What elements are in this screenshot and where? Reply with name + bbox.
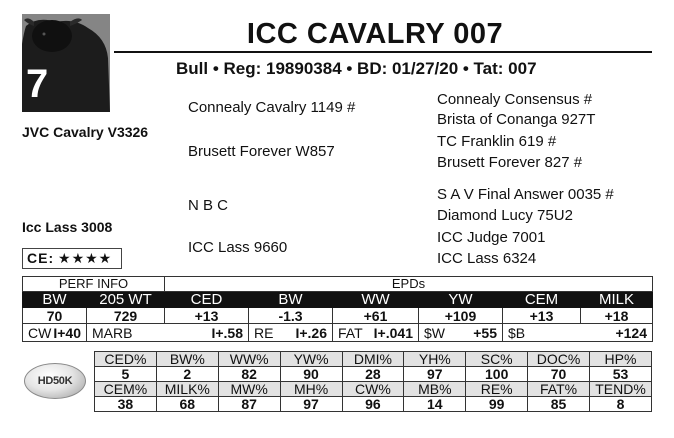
col-header-ced: CED [165, 292, 249, 308]
genomic-value: 14 [404, 397, 466, 412]
genomic-value: 28 [342, 367, 404, 382]
genomic-label: CED% [95, 352, 157, 367]
trait-cw-value: I+40 [53, 324, 81, 341]
epd-group-header: EPDs [165, 277, 653, 292]
dam-sire-dam-name: Diamond Lucy 75U2 [437, 207, 573, 224]
trait-cw-label: CW [28, 324, 52, 341]
sire-dam-name: Brusett Forever W857 [188, 143, 335, 160]
trait-marb [87, 324, 249, 342]
genomic-label: YW% [280, 352, 342, 367]
trait-dollar-w-label: $W [424, 324, 445, 341]
genomic-percentile-table [94, 351, 652, 412]
genomic-label: HP% [590, 352, 652, 367]
dam-dam-sire-name: ICC Judge 7001 [437, 229, 546, 246]
dam-dam-name: ICC Lass 9660 [188, 239, 288, 256]
genomic-label: CEM% [95, 382, 157, 397]
col-header-yw: YW [419, 292, 503, 308]
genomic-value: 68 [156, 397, 218, 412]
col-header-ww: WW [333, 292, 419, 308]
trait-dollar-w-value: +55 [473, 324, 497, 341]
genomic-label: RE% [466, 382, 528, 397]
genomic-value: 100 [466, 367, 528, 382]
calving-ease-stars: ★★★★ [58, 250, 113, 266]
genomic-label: WW% [218, 352, 280, 367]
genomic-value: 53 [590, 367, 652, 382]
col-header-bw-epd: BW [249, 292, 333, 308]
genomic-value: 96 [342, 397, 404, 412]
dam-name: Icc Lass 3008 [22, 219, 113, 235]
genomic-label: FAT% [528, 382, 590, 397]
trait-dollar-b-label: $B [508, 324, 526, 341]
genomic-value: 82 [218, 367, 280, 382]
genomic-label: MB% [404, 382, 466, 397]
genomic-label: DMI% [342, 352, 404, 367]
trait-dollar-w [419, 324, 503, 342]
genomic-label: YH% [404, 352, 466, 367]
dam-sire-name: N B C [188, 197, 229, 214]
genomic-label: MW% [218, 382, 280, 397]
value-milk: +18 [581, 308, 653, 324]
trait-cw [23, 324, 87, 342]
genomic-label: TEND% [590, 382, 652, 397]
sire-dam-dam-name: Brusett Forever 827 # [437, 154, 583, 171]
genomic-label: MILK% [156, 382, 218, 397]
sire-sire-name: Connealy Cavalry 1149 # [188, 99, 356, 116]
trait-fat-label: FAT [338, 324, 363, 341]
hd50k-logo: HD50K [24, 363, 86, 399]
title-divider [114, 51, 652, 53]
trait-fat-value: I+.041 [373, 324, 413, 341]
genomic-label: BW% [156, 352, 218, 367]
genomic-label: MH% [280, 382, 342, 397]
genomic-value: 85 [528, 397, 590, 412]
genomic-value: 70 [528, 367, 590, 382]
registration-line: Bull • Reg: 19890384 • BD: 01/27/20 • Tat: 007 [176, 59, 537, 78]
trait-marb-value: I+.58 [211, 324, 243, 341]
animal-photo [22, 14, 110, 112]
value-bw-epd: -1.3 [249, 308, 333, 324]
sire-sire-sire-name: Connealy Consensus # [437, 91, 593, 108]
trait-fat [333, 324, 419, 342]
value-ww: +61 [333, 308, 419, 324]
animal-name-title: ICC CAVALRY 007 [246, 18, 504, 50]
value-205-weight: 729 [87, 308, 165, 324]
genomic-value: 38 [95, 397, 157, 412]
genomic-value: 97 [280, 397, 342, 412]
col-header-cem: CEM [503, 292, 581, 308]
trait-dollar-b [503, 324, 653, 342]
trait-dollar-b-value: +124 [615, 324, 648, 341]
dam-dam-dam-name: ICC Lass 6324 [437, 250, 537, 267]
lot-number: 7 [26, 62, 49, 106]
genomic-value: 5 [95, 367, 157, 382]
calving-ease-label: CE: [27, 250, 55, 266]
col-header-205-weight: 205 WT [87, 292, 165, 308]
genomic-label: CW% [342, 382, 404, 397]
genomic-value: 2 [156, 367, 218, 382]
dam-sire-sire-name: S A V Final Answer 0035 # [437, 186, 614, 203]
calving-ease-rating [22, 248, 122, 269]
trait-re [249, 324, 333, 342]
sire-sire-dam-name: Brista of Conanga 927T [437, 111, 596, 128]
perf-info-header: PERF INFO [23, 277, 165, 292]
col-header-birth-weight: BW [23, 292, 87, 308]
trait-re-value: I+.26 [295, 324, 327, 341]
genomic-value: 87 [218, 397, 280, 412]
value-yw: +109 [419, 308, 503, 324]
sire-dam-sire-name: TC Franklin 619 # [437, 133, 557, 150]
value-ced: +13 [165, 308, 249, 324]
trait-marb-label: MARB [92, 324, 133, 341]
col-header-milk: MILK [581, 292, 653, 308]
genomic-value: 99 [466, 397, 528, 412]
value-cem: +13 [503, 308, 581, 324]
sire-name: JVC Cavalry V3326 [22, 124, 149, 140]
genomic-value: 97 [404, 367, 466, 382]
genomic-label: SC% [466, 352, 528, 367]
epd-table [22, 276, 653, 342]
genomic-label: DOC% [528, 352, 590, 367]
genomic-value: 8 [590, 397, 652, 412]
genomic-value: 90 [280, 367, 342, 382]
value-birth-weight: 70 [23, 308, 87, 324]
trait-re-label: RE [254, 324, 274, 341]
